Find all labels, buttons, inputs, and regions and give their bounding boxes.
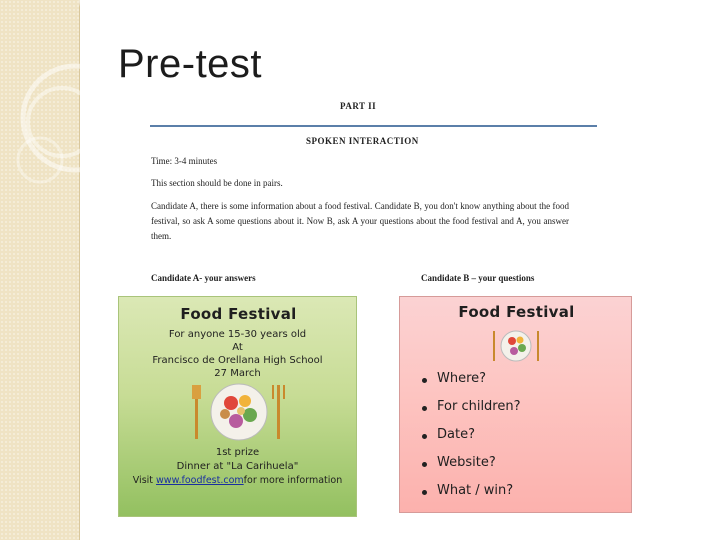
card-a-school-line: Francisco de Orellana High School [152,355,323,366]
question-website: Website? [437,455,496,470]
divider-rule [150,125,597,127]
food-plate-small-icon [490,329,542,363]
question-children: For children? [437,399,521,414]
foodfest-link[interactable]: www.foodfest.com [156,475,244,486]
slide-title: Pre-test [118,42,263,86]
list-item [422,399,521,427]
bullet-icon [422,462,427,467]
question-win: What / win? [437,483,514,498]
card-b-title: Food Festival [458,303,575,321]
instructions-paragraph: Candidate A, there is some information about a food festival. Candidate B, you don't know anything about the food festival, so ask A some questions about it. Now B, ask A your questions about the food festival and A, you answer them. [151,201,569,241]
list-item [422,427,521,455]
card-a-prize-line: 1st prize [215,447,260,458]
list-item [422,483,521,511]
bullet-icon [422,490,427,495]
visit-prefix: Visit [132,475,157,486]
card-a-at-line: At [232,342,243,353]
visit-suffix: for more information [243,475,343,486]
food-plate-icon [189,381,289,443]
pairs-note: This section should be done in pairs. [151,178,283,188]
bullet-icon [422,378,427,383]
question-date: Date? [437,427,475,442]
candidate-a-heading: Candidate A- your answers [151,273,256,283]
list-item [422,371,521,399]
bullet-icon [422,434,427,439]
question-list [422,371,521,511]
card-a-visit-line [119,475,356,486]
candidate-a-info-card [118,296,357,517]
candidate-b-question-card [399,296,632,513]
question-where: Where? [437,371,487,386]
card-a-dinner-line: Dinner at "La Carihuela" [176,461,299,472]
card-a-title: Food Festival [180,305,297,323]
candidate-b-heading: Candidate B – your questions [421,273,535,283]
time-note: Time: 3-4 minutes [151,156,218,166]
card-a-date-line: 27 March [214,368,261,379]
card-a-age-line: For anyone 15-30 years old [168,329,307,340]
section-title: SPOKEN INTERACTION [306,136,419,146]
bullet-icon [422,406,427,411]
list-item [422,455,521,483]
part-heading: PART II [340,101,377,111]
